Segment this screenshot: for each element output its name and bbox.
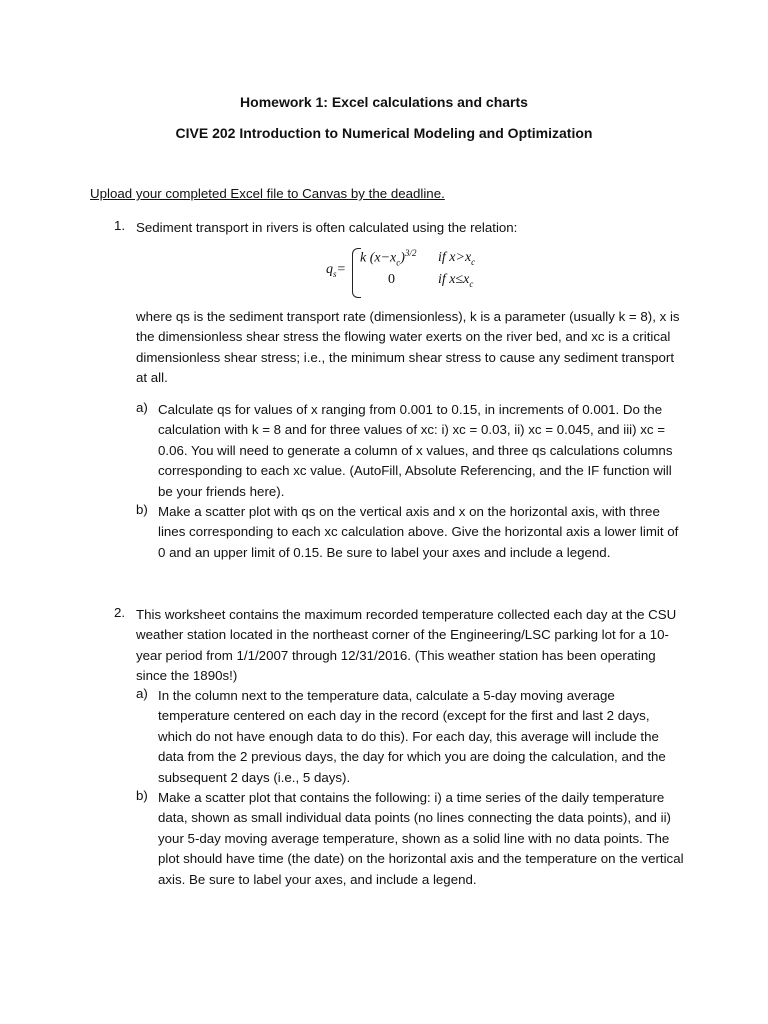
equation-row1-expression: k $(x-x_c)^{3/2}$ — [360, 248, 417, 268]
question-2 — [114, 605, 684, 687]
question-2-part-a-text: In the column next to the temperature data, calculate a 5-day moving average temperature centered on each day in the record (except for the first and last 2 days, which do not have enough data to do this). For each day, this average will include the data from the 2 previous days, the day for which you are doing the calculation, and the subsequent 2 days (i.e., 5 days). — [158, 688, 666, 785]
question-1 — [114, 218, 684, 238]
question-2-part-a-label: a) — [136, 686, 148, 701]
question-2-intro: This worksheet contains the maximum recorded temperature collected each day at the CSU weather station located in the northeast corner of the Engineering/LSC parking lot for a 10-year period from 1/1/2007 through 12/31/2016. (This weather station has been operating since the 1890s!) — [136, 607, 677, 684]
question-1-part-a — [136, 400, 684, 502]
question-1-part-b-label: b) — [136, 502, 148, 517]
question-1-number: 1. — [114, 218, 126, 233]
question-1-part-b-text: Make a scatter plot with qs on the vertical axis and x on the horizontal axis, with three lines corresponding to each xc calculation above. Give the horizontal axis a lower limit of 0 and an upper limit of 0.15. Be sure to label your axes and include a legend. — [158, 504, 679, 560]
upload-instruction: Upload your completed Excel file to Canvas by the deadline. — [90, 186, 445, 201]
equation-row1-condition: if $x>x_c$ — [438, 250, 476, 267]
question-2-part-b — [136, 788, 684, 890]
question-1-definitions: where qs is the sediment transport rate (dimensionless), k is a parameter (usually k = 8), x is the dimensionless shear stress the flowing water exerts on the river bed, and xc is a critical dimensionless shear stress; i.e., the minimum shear stress to cause any sediment transport at all. — [136, 309, 680, 386]
question-1-intro: Sediment transport in rivers is often calculated using the relation: — [136, 220, 518, 235]
homework-title: Homework 1: Excel calculations and charts — [240, 94, 528, 110]
question-2-part-b-label: b) — [136, 788, 148, 803]
sediment-transport-equation — [326, 244, 506, 300]
equation-lhs: $q_s=$ — [326, 262, 346, 279]
course-title: CIVE 202 Introduction to Numerical Modeling and Optimization — [175, 125, 593, 141]
question-1-part-b — [136, 502, 684, 563]
equation-row2-expression: 0 — [388, 272, 395, 287]
question-2-part-b-text: Make a scatter plot that contains the following: i) a time series of the daily temperature data, shown as small individual data points (no lines connecting the data points), and ii) your 5-day moving average temperature, shown as a solid line with no data points. The plot should have time (the date) on the horizontal axis and the temperature on the vertical axis. Be sure to label your axes, and include a legend. — [158, 790, 684, 887]
question-1-part-a-label: a) — [136, 400, 148, 415]
question-2-part-a — [136, 686, 684, 788]
equation-row2-condition: if $x\le x_c$ — [438, 272, 474, 289]
question-1-part-a-text: Calculate qs for values of x ranging from 0.001 to 0.15, in increments of 0.001. Do the calculation with k = 8 and for three values of xc: i) xc = 0.03, ii) xc = 0.045, and iii) xc = 0.06. You will need to generate a column of x values, and three qs calculations columns corresponding to each xc value. (AutoFill, Absolute Referencing, and the IF function will be your friends here). — [158, 402, 673, 499]
question-2-number: 2. — [114, 605, 126, 620]
